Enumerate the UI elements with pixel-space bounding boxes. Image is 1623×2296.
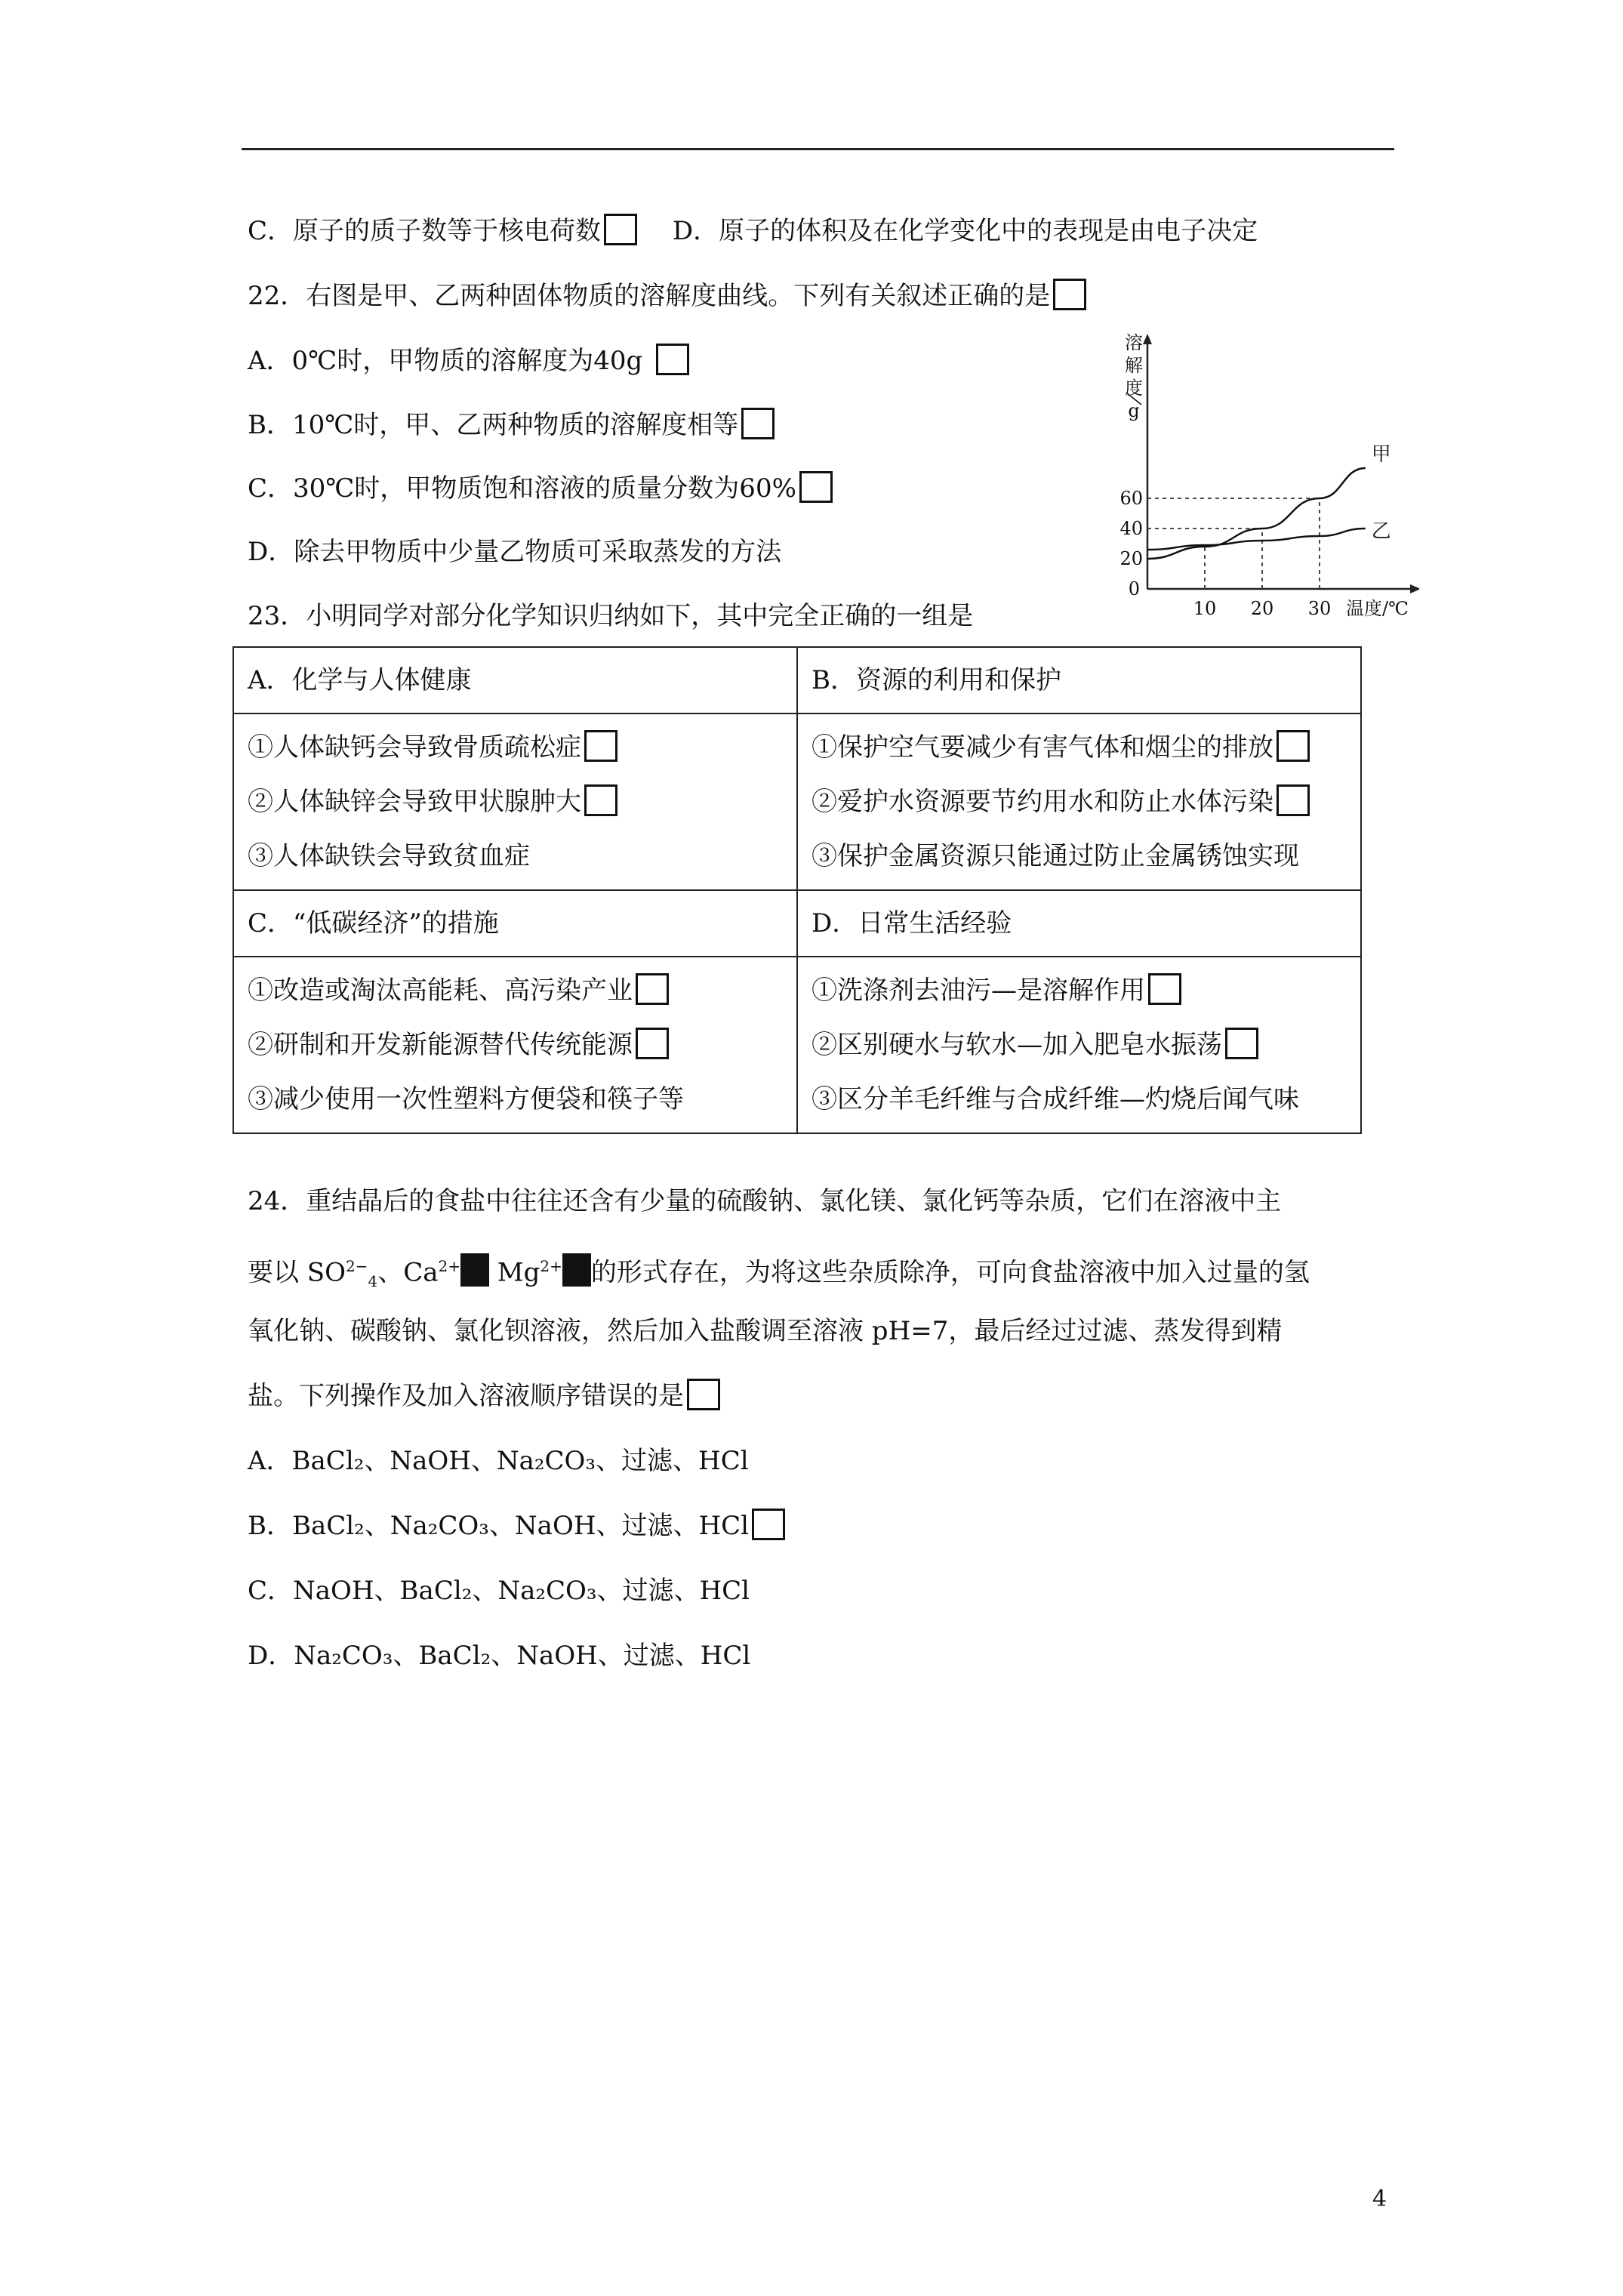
answer-box[interactable] — [584, 730, 617, 762]
q24-text: 、Ca — [377, 1257, 439, 1288]
q24-line-4 — [248, 1379, 720, 1413]
answer-box[interactable] — [741, 408, 775, 439]
answer-box[interactable] — [656, 344, 689, 375]
q24-text: 的形式存在，为将这些杂质除净，可向食盐溶液中加入过量的氢 — [590, 1257, 1310, 1288]
series-label: 乙 — [1371, 520, 1391, 543]
y-tick-label: 40 — [1119, 518, 1143, 539]
answer-box[interactable] — [799, 471, 833, 503]
list-item: ②爱护水资源要节约用水和防止水体污染 — [812, 787, 1273, 817]
answer-box[interactable] — [636, 1028, 669, 1059]
list-item: ③人体缺铁会导致贫血症 — [248, 841, 530, 871]
q24-line-3: 氧化钠、碳酸钠、氯化钡溶液，然后加入盐酸调至溶液 pH=7，最后经过过滤、蒸发得到精 — [248, 1316, 1283, 1346]
y-tick-label: 20 — [1119, 548, 1143, 569]
q22-option-d-text: D．除去甲物质中少量乙物质可采取蒸发的方法 — [248, 537, 782, 567]
q22-option-a-text: A．0℃时，甲物质的溶解度为40g — [248, 346, 643, 376]
answer-box[interactable] — [584, 784, 617, 816]
x-tick-label: 10 — [1193, 598, 1217, 619]
redaction-block — [562, 1253, 591, 1287]
list-item: ①洗涤剂去油污—是溶解作用 — [812, 975, 1145, 1006]
answer-box[interactable] — [636, 973, 669, 1005]
group-d-title: D．日常生活经验 — [797, 890, 1361, 957]
q22-option-c-text: C．30℃时，甲物质饱和溶液的质量分数为60% — [248, 473, 796, 504]
list-item: ②研制和开发新能源替代传统能源 — [248, 1030, 633, 1060]
q22-option-c — [248, 471, 833, 506]
q22-option-a — [248, 344, 689, 378]
y-axis-label-char: 度 — [1125, 378, 1143, 399]
q24-text: 要以 SO — [248, 1257, 346, 1288]
list-item: ③区分羊毛纤维与合成纤维—灼烧后闻气味 — [812, 1084, 1299, 1114]
group-c-title: C．“低碳经济”的措施 — [233, 890, 797, 957]
series-label: 甲 — [1371, 443, 1391, 466]
q24-line-1: 24．重结晶后的食盐中往往还含有少量的硫酸钠、氯化镁、氯化钙等杂质，它们在溶液中主 — [248, 1186, 1282, 1216]
y-axis-label-char: 溶 — [1125, 332, 1143, 353]
y-axis-arrow — [1143, 334, 1152, 344]
q21-option-d: D．原子的体积及在化学变化中的表现是由电子决定 — [672, 216, 1258, 246]
solubility-chart — [1117, 332, 1419, 619]
answer-box[interactable] — [752, 1509, 785, 1540]
q21-option-c: C．原子的质子数等于核电荷数 — [248, 216, 602, 246]
y-axis-label-char: 解 — [1125, 355, 1143, 376]
list-item: ③保护金属资源只能通过防止金属锈蚀实现 — [812, 841, 1299, 871]
answer-box[interactable] — [1225, 1028, 1258, 1059]
q24-option-a: A．BaCl₂、NaOH、Na₂CO₃、过滤、HCl — [248, 1446, 749, 1476]
subscript: 4 — [368, 1272, 378, 1291]
q22-stem — [248, 279, 1086, 313]
q23-stem — [248, 599, 973, 633]
q22-option-d — [248, 535, 781, 569]
list-item: ①保护空气要减少有害气体和烟尘的排放 — [812, 732, 1273, 763]
answer-box[interactable] — [1053, 279, 1086, 310]
series-curve — [1147, 529, 1366, 550]
q24-text: 盐。下列操作及加入溶液顺序错误的是 — [248, 1381, 684, 1411]
x-axis-label: 温度/℃ — [1346, 598, 1409, 619]
q22-stem-text: 22．右图是甲、乙两种固体物质的溶解度曲线。下列有关叙述正确的是 — [248, 281, 1051, 311]
q24-option-b-text: B．BaCl₂、Na₂CO₃、NaOH、过滤、HCl — [248, 1511, 750, 1541]
group-a-title: A．化学与人体健康 — [233, 647, 797, 713]
answer-box[interactable] — [1148, 973, 1181, 1005]
redaction-block — [460, 1253, 489, 1287]
group-a-items — [233, 713, 797, 890]
q21-options-line — [248, 214, 1258, 248]
list-item: ②人体缺锌会导致甲状腺肿大 — [248, 787, 581, 817]
series-curve — [1147, 468, 1366, 559]
list-item: ②区别硬水与软水—加入肥皂水振荡 — [812, 1030, 1222, 1060]
q24-text: Mg — [488, 1257, 540, 1288]
knowledge-table — [233, 646, 1362, 1134]
q24-option-c: C．NaOH、BaCl₂、Na₂CO₃、过滤、HCl — [248, 1576, 750, 1606]
charge-superscript: 2+ — [540, 1257, 562, 1275]
group-c-items — [233, 957, 797, 1133]
group-b-items — [797, 713, 1361, 890]
list-item: ①人体缺钙会导致骨质疏松症 — [248, 732, 581, 763]
list-item: ①改造或淘汰高能耗、高污染产业 — [248, 975, 633, 1006]
q24-option-d: D．Na₂CO₃、BaCl₂、NaOH、过滤、HCl — [248, 1641, 751, 1671]
x-tick-label: 20 — [1250, 598, 1274, 619]
charge-superscript: 2− — [345, 1257, 368, 1275]
answer-box[interactable] — [1277, 784, 1310, 816]
list-item: ③减少使用一次性塑料方便袋和筷子等 — [248, 1084, 684, 1114]
x-tick-label: 30 — [1307, 598, 1332, 619]
page-number: 4 — [1372, 2186, 1387, 2212]
q24-line-2 — [248, 1249, 1310, 1299]
group-d-items — [797, 957, 1361, 1133]
answer-box[interactable] — [1277, 730, 1310, 762]
q22-option-b — [248, 408, 775, 442]
y-tick-label: 60 — [1119, 488, 1143, 509]
q24-option-b — [248, 1509, 785, 1543]
x-axis-arrow — [1410, 584, 1419, 593]
charge-superscript: 2+ — [438, 1257, 460, 1275]
origin-label: 0 — [1128, 578, 1140, 599]
answer-box[interactable] — [604, 214, 637, 245]
y-axis-label-char: g — [1128, 400, 1140, 421]
answer-box[interactable] — [687, 1379, 720, 1410]
q22-option-b-text: B．10℃时，甲、乙两种物质的溶解度相等 — [248, 410, 739, 440]
q23-stem-text: 23．小明同学对部分化学知识归纳如下，其中完全正确的一组是 — [248, 601, 974, 631]
header-rule — [242, 148, 1394, 150]
group-b-title: B．资源的利用和保护 — [797, 647, 1361, 713]
